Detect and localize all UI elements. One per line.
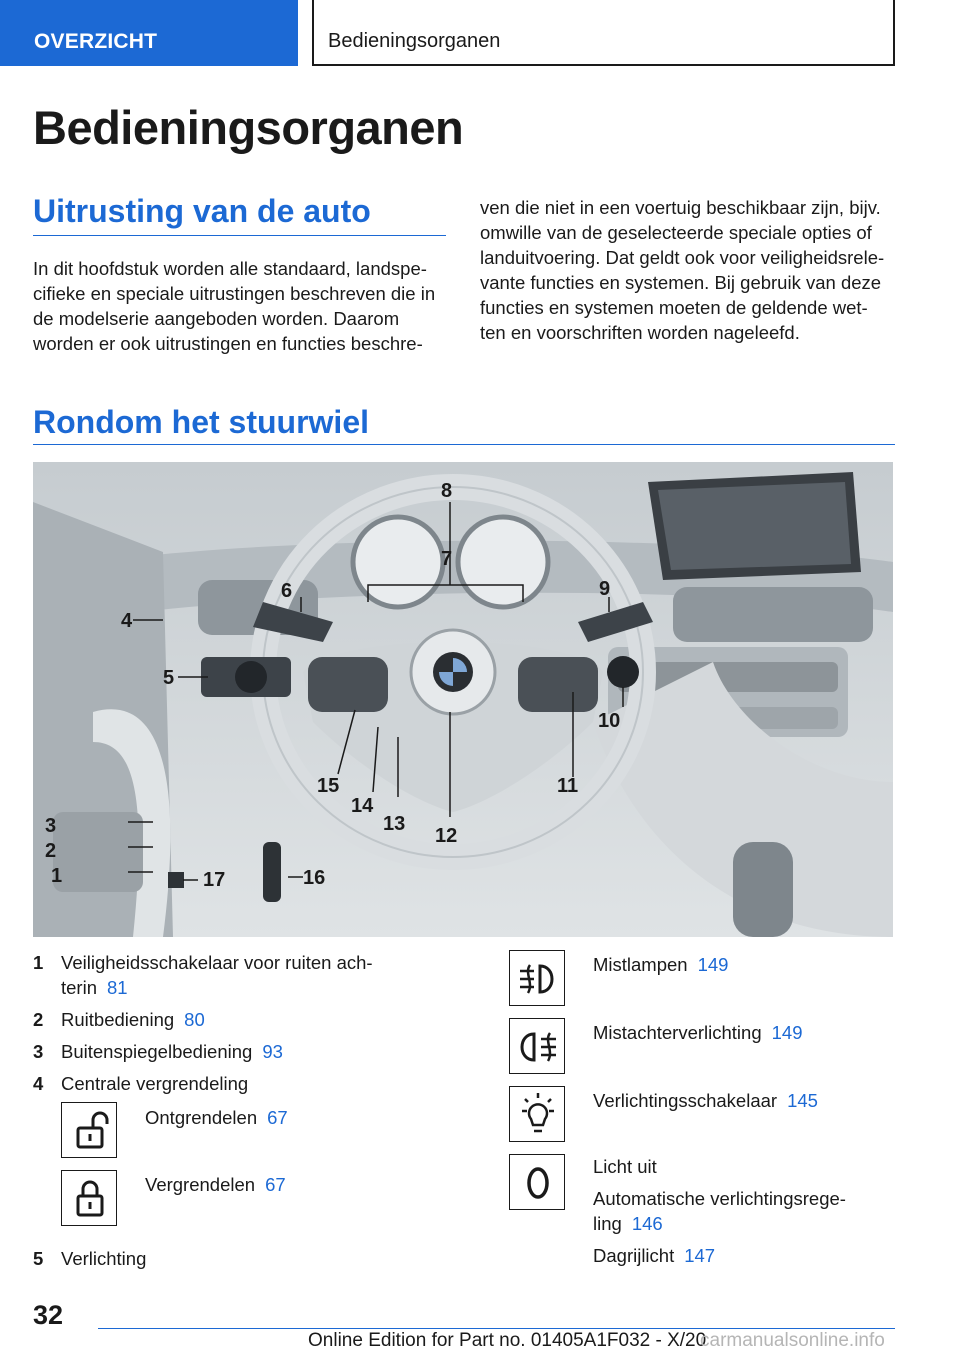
list-item <box>593 1020 803 1045</box>
text-line: vante functies en systemen. Bij gebruik van deze <box>480 272 882 293</box>
text-line: functies en systemen moeten de geldende wet- <box>480 297 868 318</box>
text-line: cifieke en speciale uitrustingen beschreven die in <box>33 283 436 304</box>
section-divider <box>33 444 895 445</box>
lock-icon <box>61 1170 117 1226</box>
callout-label: 3 <box>45 815 57 837</box>
text-line: In dit hoofdstuk worden alle standaard, landspe- <box>33 258 427 279</box>
unlock-icon <box>61 1102 117 1158</box>
item-text: Centrale vergrendeling <box>61 1073 249 1094</box>
text-line: de modelserie aangeboden worden. Daarom <box>33 308 400 329</box>
callout-label: 4 <box>121 610 133 632</box>
item-text: ling <box>593 1213 622 1234</box>
list-item <box>593 952 728 977</box>
list-item <box>145 1172 286 1197</box>
page-ref-link[interactable]: 67 <box>265 1174 286 1195</box>
item-number: 1 <box>33 952 44 973</box>
page-ref-link[interactable]: 145 <box>787 1090 818 1111</box>
item-text: Dagrijlicht <box>593 1245 675 1266</box>
callout-label: 15 <box>317 775 340 797</box>
item-text: Ruitbediening <box>61 1009 175 1030</box>
page-ref-link[interactable]: 146 <box>631 1213 663 1234</box>
rear-fog-light-icon <box>509 1018 565 1074</box>
page-ref-link[interactable]: 93 <box>262 1041 283 1062</box>
text-line: worden er ook uitrustingen en functies beschre- <box>33 333 423 354</box>
legend-list-right <box>509 950 899 1270</box>
footer-divider <box>98 1328 895 1329</box>
callout-label: 17 <box>203 869 226 891</box>
item-text: Automatische verlichtingsrege- <box>593 1188 846 1209</box>
callout-label: 16 <box>303 867 326 889</box>
item-text: Ontgrendelen <box>145 1107 258 1128</box>
callout-label: 14 <box>351 795 374 817</box>
list-item <box>145 1105 288 1130</box>
page-ref-link[interactable]: 81 <box>107 977 128 998</box>
cockpit-illustration <box>33 462 893 937</box>
text-line: ven die niet in een voertuig beschikbaar zijn, bijv. <box>480 197 881 218</box>
section-heading-equipment: Uitrusting van de auto <box>33 193 371 229</box>
page-title: Bedieningsorganen <box>33 101 464 154</box>
chapter-title: Bedieningsorganen <box>312 0 895 66</box>
page-ref-link[interactable]: 80 <box>184 1009 205 1030</box>
callout-label: 6 <box>281 580 293 602</box>
page-header <box>0 0 960 66</box>
cockpit-drawing <box>33 462 893 937</box>
list-item <box>593 1088 818 1113</box>
item-text: Verlichting <box>61 1248 147 1269</box>
callout-label: 13 <box>383 813 406 835</box>
section-divider <box>33 235 446 236</box>
list-item <box>593 1154 846 1268</box>
footer-edition: Online Edition for Part no. 01405A1F032 - X/20 <box>308 1330 707 1351</box>
lights-off-icon <box>509 1154 565 1210</box>
intro-column-left <box>33 256 435 356</box>
item-text: Verlichtingsschakelaar <box>593 1090 778 1111</box>
item-text: Vergrendelen <box>145 1174 256 1195</box>
legend-list-left <box>33 950 463 1270</box>
item-text: Mistachterverlichting <box>593 1022 762 1043</box>
section-tab[interactable]: OVERZICHT <box>0 0 298 66</box>
text-line: landuitvoering. Dat geldt ook voor veiligheidsrele- <box>480 247 885 268</box>
callout-label: 1 <box>51 865 63 887</box>
page-ref-link[interactable]: 149 <box>697 954 729 975</box>
callout-label: 9 <box>599 578 611 600</box>
callout-label: 11 <box>557 775 579 797</box>
page-ref-link[interactable]: 149 <box>771 1022 803 1043</box>
item-text: Licht uit <box>593 1156 657 1177</box>
intro-column-right <box>480 195 884 345</box>
callout-label: 2 <box>45 840 57 862</box>
front-fog-light-icon <box>509 950 565 1006</box>
page-ref-link[interactable]: 147 <box>684 1245 716 1266</box>
callout-label: 7 <box>441 548 453 570</box>
item-number: 4 <box>33 1073 44 1094</box>
page-number: 32 <box>33 1300 64 1330</box>
item-number: 5 <box>33 1248 44 1269</box>
callout-label: 10 <box>598 710 621 732</box>
item-number: 3 <box>33 1041 44 1062</box>
page-ref-link[interactable]: 67 <box>267 1107 288 1128</box>
item-text: Buitenspiegelbediening <box>61 1041 253 1062</box>
item-text: Mistlampen <box>593 954 688 975</box>
watermark: carmanualsonline.info <box>700 1330 885 1351</box>
section-heading-steering-wheel: Rondom het stuurwiel <box>33 404 369 440</box>
text-line: ten en voorschriften worden nageleefd. <box>480 322 800 343</box>
light-switch-icon <box>509 1086 565 1142</box>
item-text: Veiligheidsschakelaar voor ruiten ach- terin 81 <box>61 952 373 998</box>
callout-label: 8 <box>441 480 453 502</box>
callout-label: 5 <box>163 667 175 689</box>
text-line: omwille van de geselecteerde speciale opties of <box>480 222 872 243</box>
callout-label: 12 <box>435 825 458 847</box>
item-number: 2 <box>33 1009 44 1030</box>
